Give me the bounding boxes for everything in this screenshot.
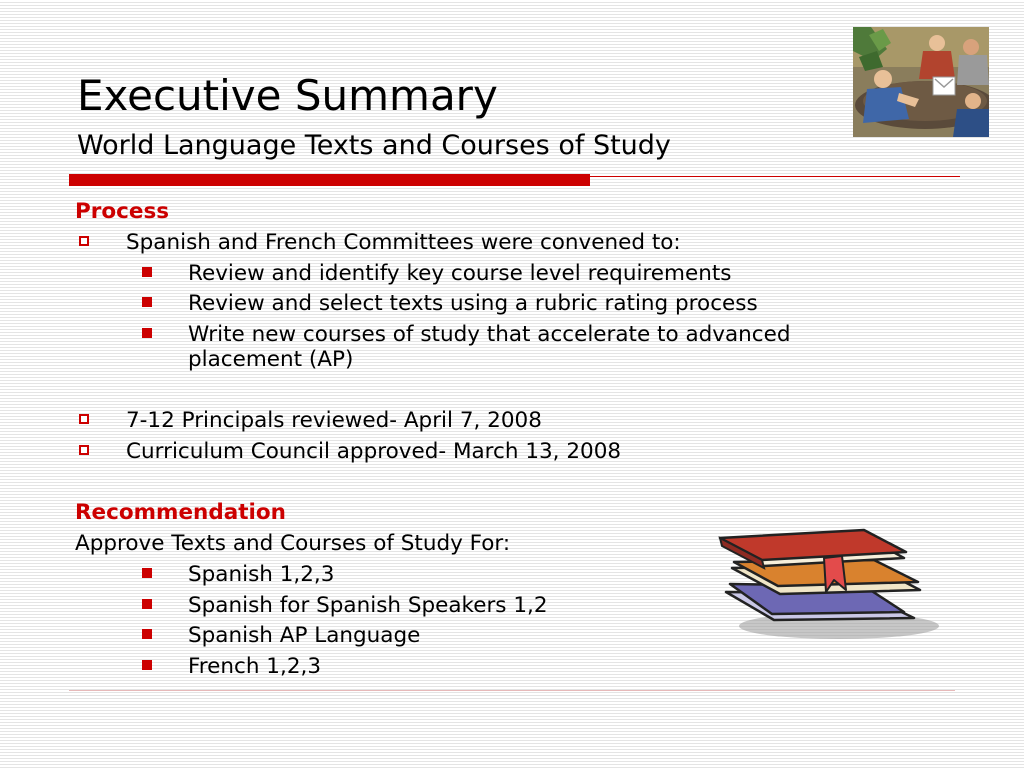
process-item: Curriculum Council approved- March 13, 2008: [126, 439, 622, 464]
square-bullet-icon: [142, 660, 152, 670]
hollow-square-bullet-icon: [79, 445, 89, 455]
slide-title: Executive Summary: [77, 71, 498, 120]
process-subitem: Review and identify key course level requirements: [188, 261, 732, 286]
process-subitem-continuation: placement (AP): [188, 347, 354, 372]
meeting-clipart-icon: [853, 27, 989, 141]
process-heading: Process: [75, 199, 170, 224]
books-clipart-icon: [714, 528, 944, 647]
process-subitem: Write new courses of study that accelerate to advanced: [188, 322, 791, 347]
slide-subtitle: World Language Texts and Courses of Study: [77, 130, 671, 161]
title-divider-thick: [69, 174, 590, 186]
recommendation-intro: Approve Texts and Courses of Study For:: [75, 531, 511, 556]
square-bullet-icon: [142, 328, 152, 338]
square-bullet-icon: [142, 297, 152, 307]
process-item: 7-12 Principals reviewed- April 7, 2008: [126, 408, 542, 433]
recommendation-heading: Recommendation: [75, 500, 286, 525]
square-bullet-icon: [142, 267, 152, 277]
process-item: Spanish and French Committees were convened to:: [126, 230, 681, 255]
hollow-square-bullet-icon: [79, 236, 89, 246]
recommendation-item: French 1,2,3: [188, 654, 322, 679]
footer-divider: [69, 690, 955, 691]
hollow-square-bullet-icon: [79, 414, 89, 424]
square-bullet-icon: [142, 568, 152, 578]
process-subitem: Review and select texts using a rubric rating process: [188, 291, 758, 316]
recommendation-item: Spanish AP Language: [188, 623, 421, 648]
title-divider-thin: [590, 176, 960, 177]
square-bullet-icon: [142, 629, 152, 639]
square-bullet-icon: [142, 599, 152, 609]
recommendation-item: Spanish 1,2,3: [188, 562, 335, 587]
recommendation-item: Spanish for Spanish Speakers 1,2: [188, 593, 548, 618]
